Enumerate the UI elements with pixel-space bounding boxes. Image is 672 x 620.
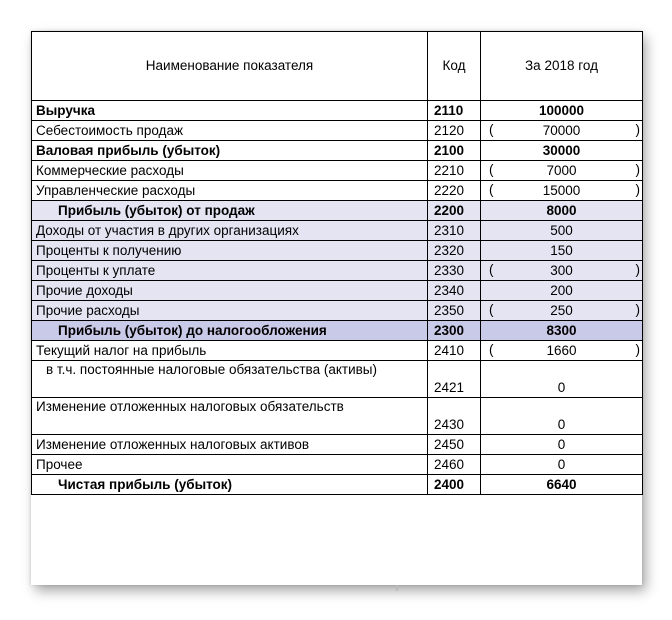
row-code: 2450 <box>428 435 481 455</box>
table-row <box>32 435 643 455</box>
table-row <box>32 221 643 241</box>
open-paren: ( <box>489 182 494 197</box>
value-text: 70000 <box>542 122 581 138</box>
value-text: 8300 <box>546 322 577 338</box>
value-text: 200 <box>550 282 573 298</box>
row-value <box>481 261 643 281</box>
row-value <box>481 435 643 455</box>
value-text: 0 <box>557 380 566 395</box>
row-code: 2410 <box>428 341 481 361</box>
table-header-row <box>32 32 643 101</box>
row-code: 2110 <box>428 101 481 121</box>
row-code: 2340 <box>428 281 481 301</box>
table-row <box>32 101 643 121</box>
row-label: Себестоимость продаж <box>32 121 428 141</box>
row-code: 2220 <box>428 181 481 201</box>
row-code: 2310 <box>428 221 481 241</box>
table-row <box>32 321 643 341</box>
table-row <box>32 121 643 141</box>
table-row <box>32 455 643 475</box>
row-label: Прочее <box>32 455 428 475</box>
row-label: в т.ч. постоянные налоговые обязательства (активы) <box>32 361 428 398</box>
table-row <box>32 398 643 435</box>
row-code: 2210 <box>428 161 481 181</box>
value-text: 30000 <box>542 142 581 158</box>
row-code: 2320 <box>428 241 481 261</box>
table-row <box>32 241 643 261</box>
row-label: Прибыль (убыток) от продаж <box>32 201 428 221</box>
row-code: 2200 <box>428 201 481 221</box>
row-label: Текущий налог на прибыль <box>32 341 428 361</box>
close-paren: ) <box>635 182 640 197</box>
value-text: 250 <box>550 302 573 318</box>
row-value <box>481 121 643 141</box>
row-code: 2350 <box>428 301 481 321</box>
value-text: 15000 <box>542 182 581 198</box>
value-text: 0 <box>557 436 566 452</box>
row-value <box>481 141 643 161</box>
value-text: 300 <box>550 262 573 278</box>
row-label: Управленческие расходы <box>32 181 428 201</box>
row-code: 2400 <box>428 475 481 495</box>
table-row <box>32 475 643 495</box>
header-period: За 2018 год <box>481 32 643 101</box>
close-paren: ) <box>635 162 640 177</box>
row-code: 2460 <box>428 455 481 475</box>
open-paren: ( <box>489 162 494 177</box>
open-paren: ( <box>489 122 494 137</box>
table-row <box>32 361 643 398</box>
row-value <box>481 101 643 121</box>
row-code: 2300 <box>428 321 481 341</box>
row-label: Доходы от участия в других организациях <box>32 221 428 241</box>
open-paren: ( <box>489 302 494 317</box>
close-paren: ) <box>635 262 640 277</box>
row-code: 2430 <box>428 398 481 435</box>
header-name: Наименование показателя <box>32 32 428 101</box>
row-label: Прочие расходы <box>32 301 428 321</box>
row-value <box>481 241 643 261</box>
row-label: Коммерческие расходы <box>32 161 428 181</box>
table-row <box>32 281 643 301</box>
open-paren: ( <box>489 342 494 357</box>
value-text: 0 <box>557 456 566 472</box>
close-paren: ) <box>635 342 640 357</box>
row-code: 2330 <box>428 261 481 281</box>
row-value <box>481 398 643 435</box>
row-value <box>481 301 643 321</box>
row-label: Прочие доходы <box>32 281 428 301</box>
value-text: 150 <box>550 242 573 258</box>
row-label: Валовая прибыль (убыток) <box>32 141 428 161</box>
open-paren: ( <box>489 262 494 277</box>
row-label: Выручка <box>32 101 428 121</box>
close-paren: ) <box>635 122 640 137</box>
row-value <box>481 341 643 361</box>
row-code: 2100 <box>428 141 481 161</box>
value-text: 8000 <box>546 202 577 218</box>
column-divider-tick <box>396 585 398 591</box>
table-row <box>32 141 643 161</box>
table-row <box>32 261 643 281</box>
row-value <box>481 281 643 301</box>
header-code: Код <box>428 32 481 101</box>
value-text: 500 <box>550 222 573 238</box>
row-label: Проценты к получению <box>32 241 428 261</box>
value-text: 100000 <box>538 102 585 118</box>
table-row <box>32 301 643 321</box>
value-text: 0 <box>557 417 566 432</box>
table-row <box>32 201 643 221</box>
value-text: 1660 <box>546 342 577 358</box>
row-code: 2120 <box>428 121 481 141</box>
row-value <box>481 361 643 398</box>
row-label: Прибыль (убыток) до налогообложения <box>32 321 428 341</box>
row-value <box>481 321 643 341</box>
row-value <box>481 475 643 495</box>
row-label: Изменение отложенных налоговых активов <box>32 435 428 455</box>
row-code: 2421 <box>428 361 481 398</box>
table-row <box>32 181 643 201</box>
close-paren: ) <box>635 302 640 317</box>
row-label: Проценты к уплате <box>32 261 428 281</box>
row-value <box>481 221 643 241</box>
financial-results-table <box>31 31 643 495</box>
table-row <box>32 161 643 181</box>
row-value <box>481 201 643 221</box>
row-value <box>481 455 643 475</box>
row-label: Чистая прибыль (убыток) <box>32 475 428 495</box>
value-text: 7000 <box>546 162 577 178</box>
table-row <box>32 341 643 361</box>
report-sheet <box>31 31 642 585</box>
row-label: Изменение отложенных налоговых обязательств <box>32 398 428 435</box>
value-text: 6640 <box>546 476 577 492</box>
row-value <box>481 161 643 181</box>
row-value <box>481 181 643 201</box>
